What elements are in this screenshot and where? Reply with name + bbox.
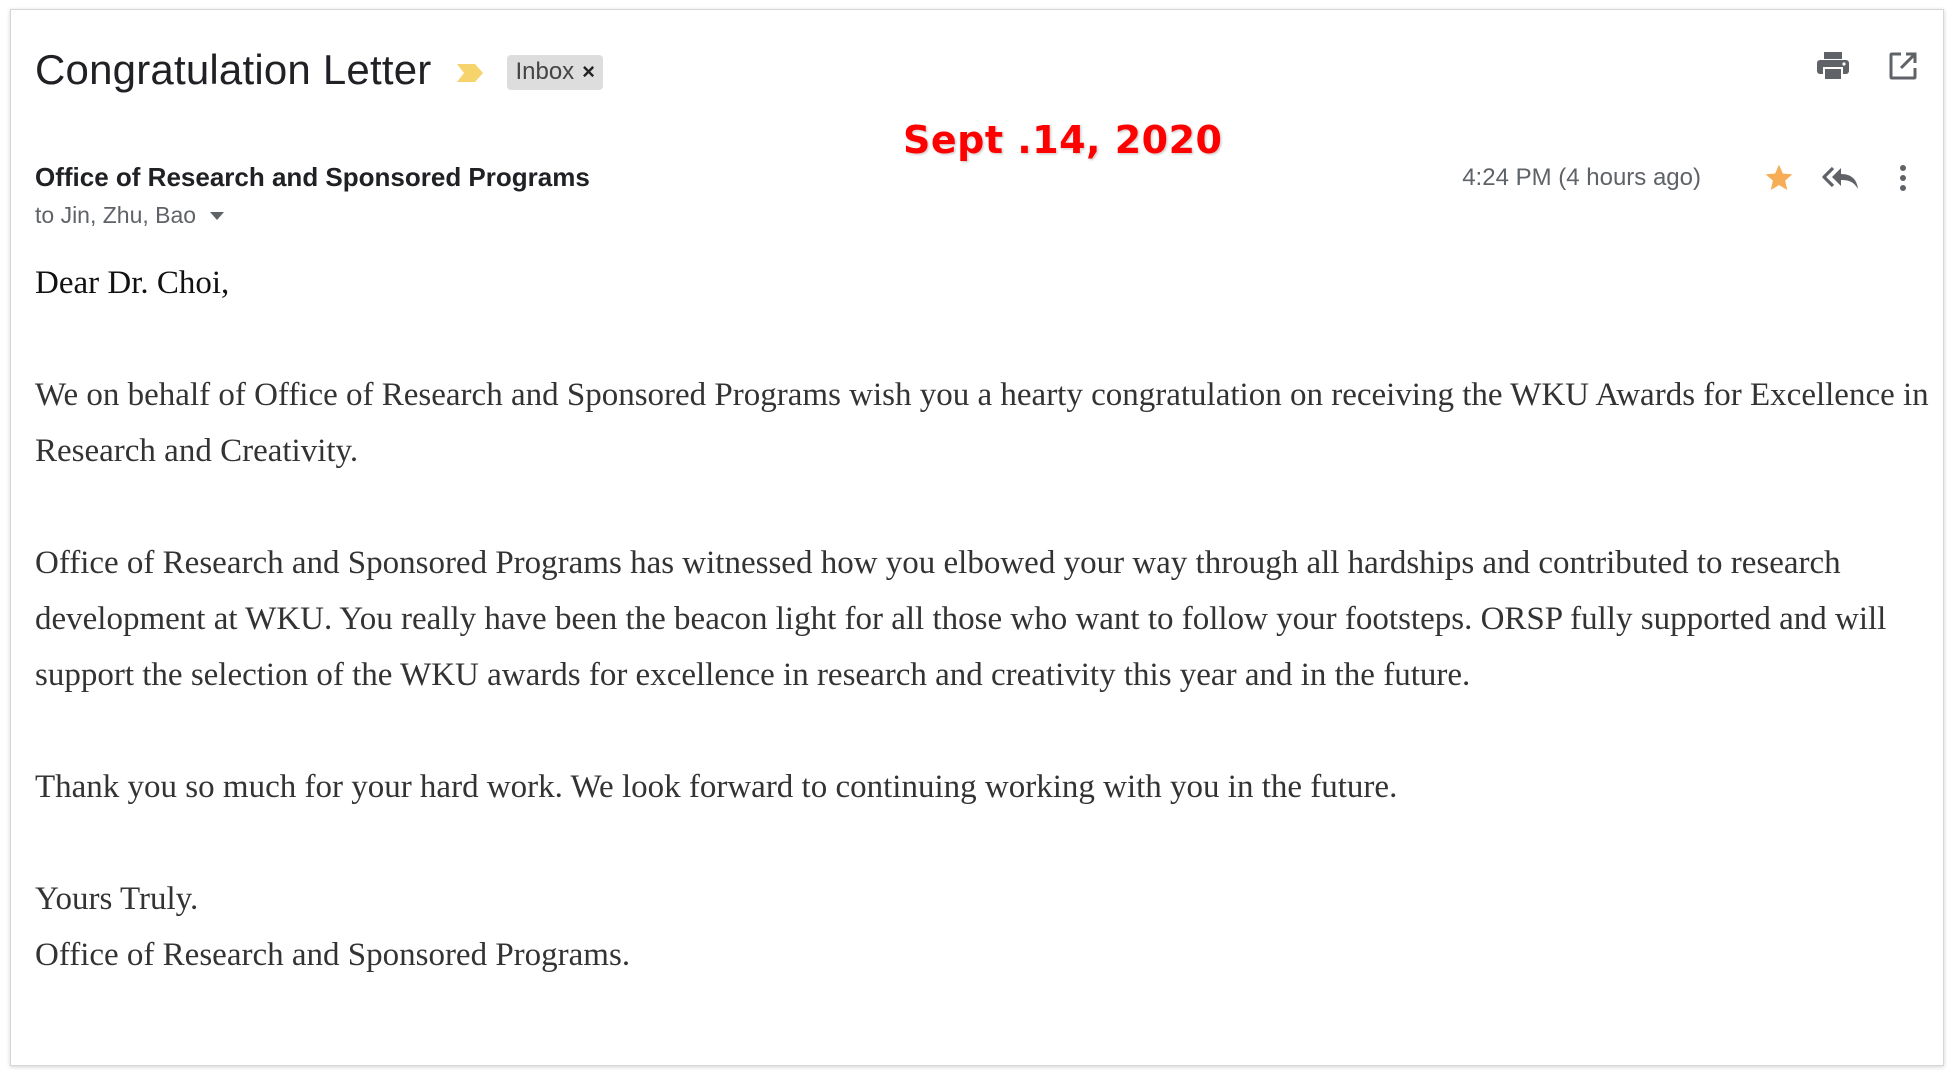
body-paragraph-1: We on behalf of Office of Research and Sponsored Programs wish you a hearty congratulation on receiving the WKU Awards for Excellence in Research and Creativity.: [35, 377, 1929, 469]
body-paragraph-3: Thank you so much for your hard work. We look forward to continuing working with you in the future.: [35, 769, 1398, 805]
label-chip-text: Inbox: [515, 57, 575, 85]
salutation: Dear Dr. Choi,: [35, 265, 230, 301]
print-icon: [1816, 50, 1850, 82]
show-details-chevron-down-icon[interactable]: [210, 212, 224, 220]
more-options-button[interactable]: [1883, 158, 1923, 198]
open-in-new-window-icon: [1888, 51, 1918, 81]
email-view: [10, 9, 1944, 1066]
star-icon: [1763, 162, 1795, 194]
reply-all-icon: [1821, 163, 1861, 193]
top-toolbar: [1783, 46, 1923, 86]
inbox-label-chip: [507, 55, 603, 90]
message-body: [35, 255, 1935, 983]
print-button[interactable]: [1813, 46, 1853, 86]
more-vertical-icon: [1897, 163, 1909, 193]
open-in-new-window-button[interactable]: [1883, 46, 1923, 86]
closing-line: Yours Truly.: [35, 881, 199, 917]
message-meta: [1462, 158, 1923, 198]
date-annotation: Sept .14, 2020: [903, 118, 1223, 162]
remove-label-button[interactable]: ×: [582, 58, 596, 84]
message-timestamp: 4:24 PM (4 hours ago): [1462, 164, 1701, 191]
recipients: [35, 202, 224, 229]
body-paragraph-2: Office of Research and Sponsored Programs has witnessed how you elbowed your way through all hardships and contributed to research development at WKU. You really have been the beacon light for all those who want to follow your footsteps. ORSP fully supported and will support the selection of the WKU awards for excellence in research and creativity this year and in the future.: [35, 545, 1887, 693]
sender-name[interactable]: Office of Research and Sponsored Programs: [35, 162, 590, 192]
reply-all-button[interactable]: [1821, 158, 1861, 198]
recipients-text: to Jin, Zhu, Bao: [35, 202, 197, 228]
star-button[interactable]: [1759, 158, 1799, 198]
importance-marker-icon[interactable]: [455, 62, 485, 84]
signature: Office of Research and Sponsored Programs.: [35, 937, 631, 973]
email-subject: Congratulation Letter: [35, 46, 432, 93]
subject-row: [35, 40, 603, 100]
